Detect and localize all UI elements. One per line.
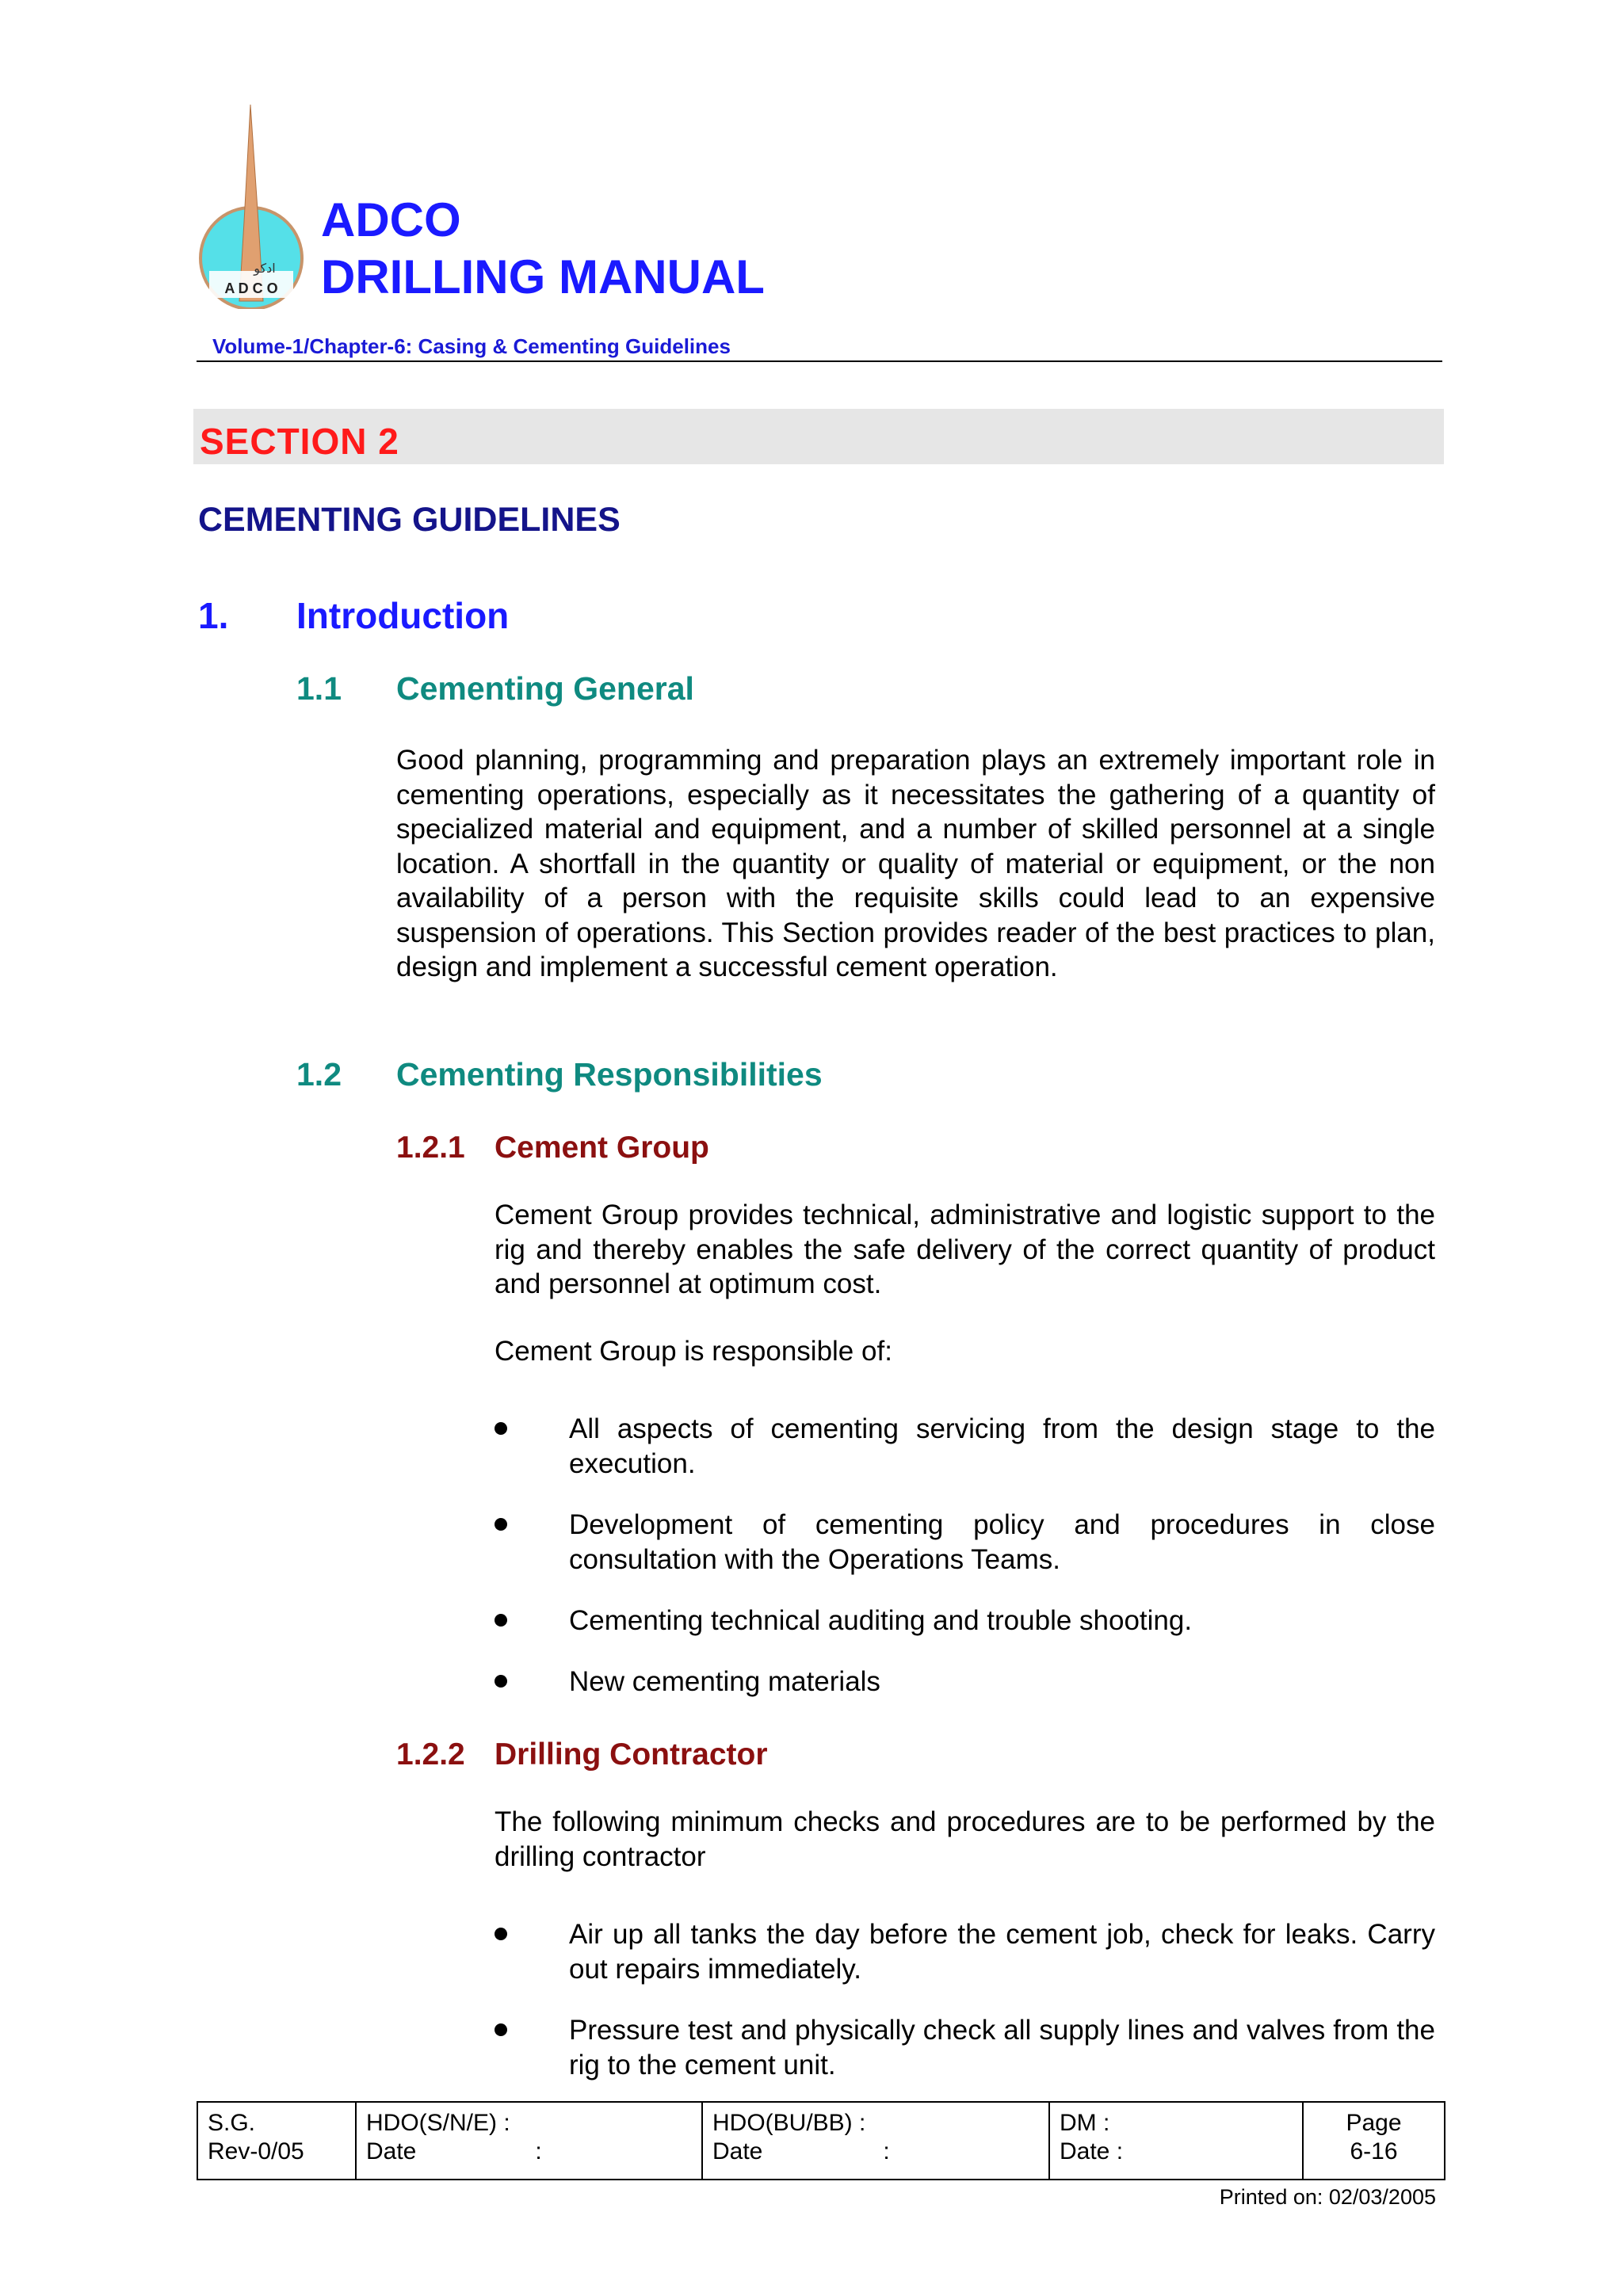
signoff-footer-table: [197, 2101, 1445, 2180]
list-item: Development of cementing policy and procedures in close consultation with the Operations Teams.: [569, 1509, 1435, 1575]
footer-page-number: 6-16: [1350, 2138, 1398, 2164]
footer-date-colon: :: [883, 2138, 890, 2164]
list-item: Cementing technical auditing and trouble shooting.: [569, 1605, 1193, 1636]
bullet-icon: [495, 1675, 507, 1688]
heading-1-1-title: Cementing General: [396, 670, 694, 707]
footer-date-label: Date: [712, 2138, 763, 2164]
footer-date-label: Date: [366, 2138, 417, 2164]
list-item: Pressure test and physically check all supply lines and valves from the rig to the cement unit.: [569, 2015, 1435, 2081]
logo-latin-text: A D C O: [224, 280, 278, 296]
footer-hdo-bubb-date: [712, 2138, 1039, 2166]
footer-dm-label: DM :: [1060, 2110, 1110, 2136]
bullet-icon: [495, 2023, 507, 2036]
heading-1-2-number: 1.2: [296, 1056, 342, 1093]
drilling-contractor-paragraph: The following minimum checks and procedures are to be performed by the drilling contractor: [495, 1806, 1435, 1872]
footer-hdo-sne-label: HDO(S/N/E) :: [366, 2110, 510, 2136]
printed-date: Printed on: 02/03/2005: [1219, 2185, 1436, 2209]
bullet-icon: [495, 1614, 507, 1627]
footer-sg: S.G.: [208, 2110, 256, 2136]
heading-1-2-2-number: 1.2.2: [396, 1737, 465, 1772]
footer-hdo-bubb-label: HDO(BU/BB) :: [712, 2110, 866, 2136]
logo-arabic-text: ادكو: [254, 261, 276, 276]
footer-cell-dm: [1049, 2102, 1303, 2180]
footer-dm-date: Date :: [1060, 2138, 1124, 2164]
section-title: SECTION 2: [200, 421, 399, 462]
heading-1-2-1-title: Cement Group: [495, 1131, 709, 1165]
footer-page-label: Page: [1346, 2110, 1402, 2136]
intro-title: Introduction: [296, 595, 510, 636]
chapter-subheader: Volume-1/Chapter-6: Casing & Cementing Guidelines: [212, 334, 731, 358]
heading-1-2-1-number: 1.2.1: [396, 1131, 465, 1165]
heading-1-2-2-title: Drilling Contractor: [495, 1737, 768, 1772]
list-item: New cementing materials: [569, 1666, 880, 1697]
list-item: All aspects of cementing servicing from the design stage to the execution.: [569, 1413, 1435, 1479]
adco-logo: [198, 103, 309, 309]
footer-revision: Rev-0/05: [208, 2138, 304, 2164]
brand-line-2: DRILLING MANUAL: [321, 250, 765, 303]
footer-cell-page: [1303, 2102, 1445, 2180]
footer-date-colon: :: [535, 2138, 542, 2164]
footer-cell-hdo-bubb: [702, 2102, 1049, 2180]
heading-1-2-title: Cementing Responsibilities: [396, 1056, 823, 1093]
bullet-icon: [495, 1518, 507, 1531]
brand-line-1: ADCO: [321, 193, 461, 246]
intro-number: 1.: [198, 595, 229, 636]
footer-cell-hdo-sne: [356, 2102, 702, 2180]
list-item: Air up all tanks the day before the cement job, check for leaks. Carry out repairs immediately.: [569, 1919, 1435, 1985]
heading-1-1-number: 1.1: [296, 670, 342, 707]
footer-hdo-sne-date: [366, 2138, 692, 2166]
cement-group-paragraph: Cement Group provides technical, administrative and logistic support to the rig and thereby enables the safe delivery of the correct quantity of product and personnel at optimum cost.: [495, 1199, 1435, 1299]
bullet-icon: [495, 1928, 507, 1940]
cement-group-intro: Cement Group is responsible of:: [495, 1336, 892, 1367]
cementing-general-paragraph: Good planning, programming and preparation plays an extremely important role in cementing operations, especially as it necessitates the gathering of a quantity of specialized material and equipment, and a number of skilled personnel at a single location. A shortfall in the quantity or quality of material or equipment, or the non availability of a person with the requisite skills could lead to an expensive suspension of operations. This Section provides reader of the best practices to plan, design and implement a successful cement operation.: [396, 745, 1435, 982]
footer-cell-sg: [197, 2102, 356, 2180]
bullet-icon: [495, 1422, 507, 1435]
section-subtitle: CEMENTING GUIDELINES: [198, 501, 621, 539]
header-rule: [197, 360, 1442, 362]
